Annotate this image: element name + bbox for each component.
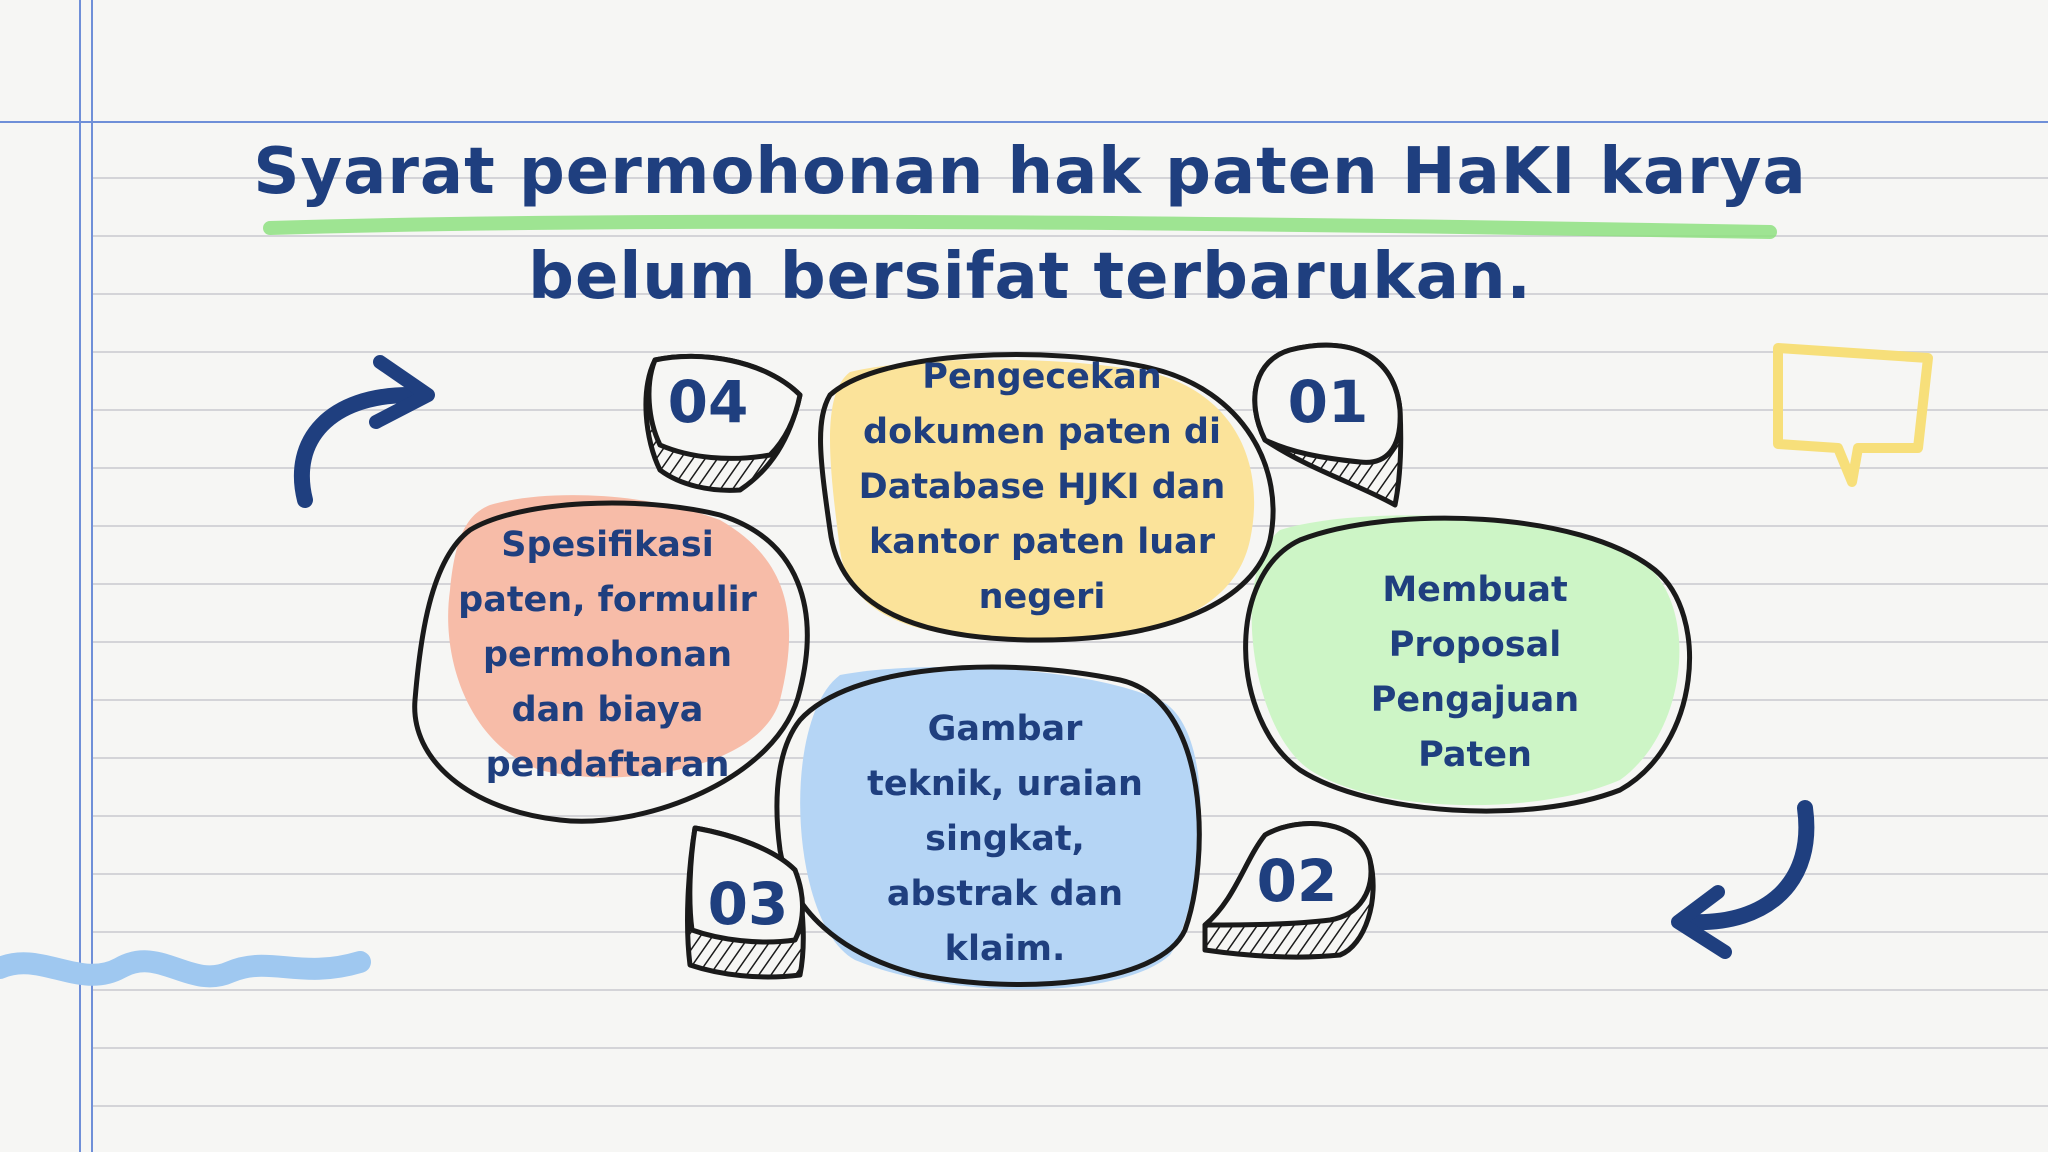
curved-arrow-icon [302,362,428,500]
step-01-text: Pengecekan dokumen paten di Database HJKI dan kantor paten luar negeri [858,357,1226,617]
title-line-2: belum bersifat terbarukan. [528,240,1532,314]
step-03-number: 03 [707,870,789,938]
step-02-number: 02 [1256,847,1338,915]
title-line-1: Syarat permohonan hak paten HaKI karya [253,135,1807,209]
curved-arrow-icon [1678,808,1806,952]
step-04-number: 04 [667,368,749,436]
speech-bubble-icon [1778,348,1928,482]
step-01-number: 01 [1287,368,1369,436]
step-02-text: Membuat Proposal Pengajuan Paten [1370,570,1580,775]
title-highlight [270,222,1770,232]
squiggle-icon [0,961,360,976]
step-04-text: Spesifikasi paten, formulir permohonan dan biaya pendaftaran [458,525,757,785]
step-03-text: Gambar teknik, uraian singkat, abstrak dan klaim. [867,709,1143,969]
